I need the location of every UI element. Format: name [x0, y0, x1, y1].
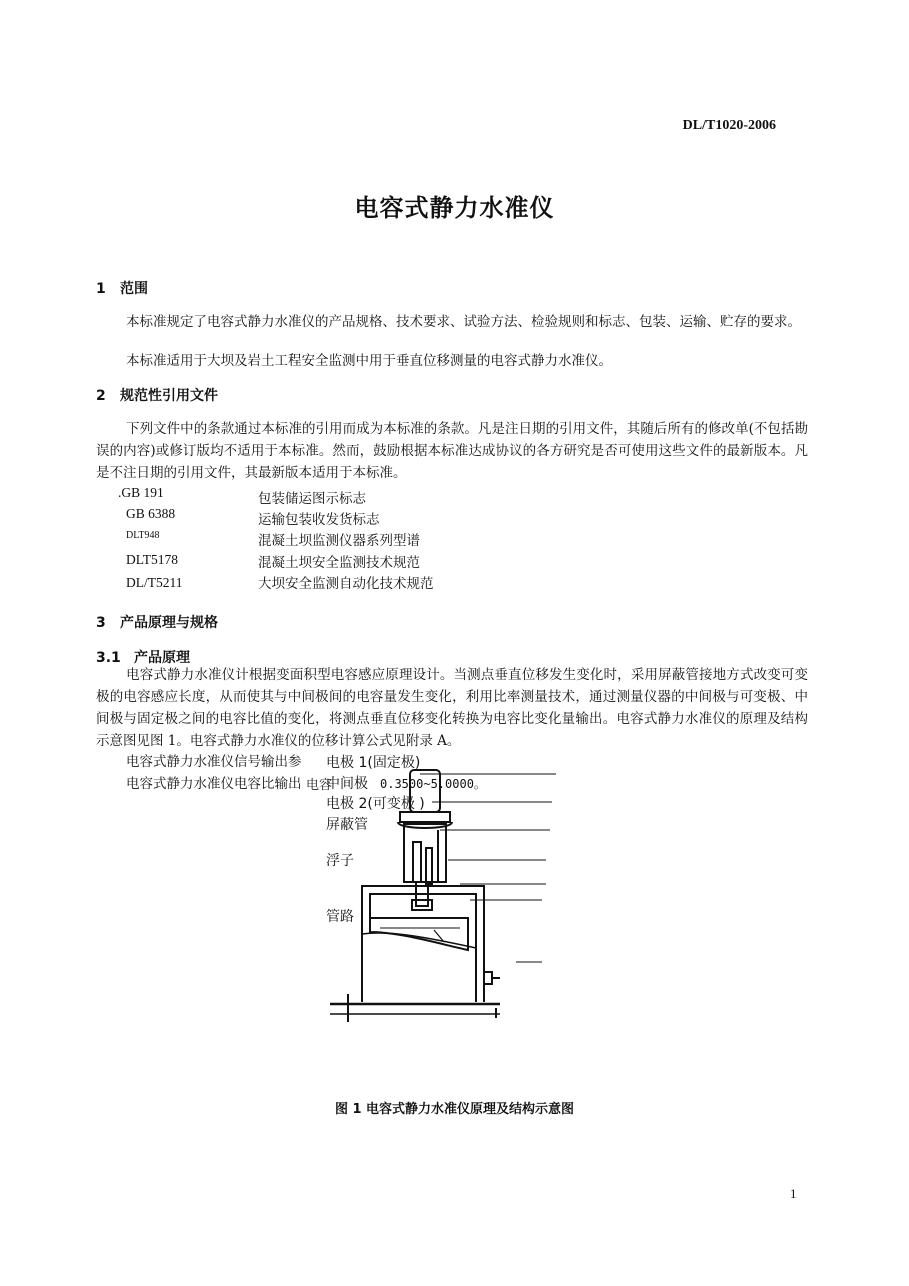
- section-title: 产品原理: [134, 650, 190, 666]
- reference-title: 大坝安全监测自动化技术规范: [258, 576, 434, 592]
- reference-title: 包装储运图示标志: [258, 491, 366, 507]
- section-title: 产品原理与规格: [120, 615, 218, 631]
- document-title: 电容式静力水准仪: [354, 194, 555, 222]
- scope-text-1: 本标准规定了电容式静力水准仪的产品规格、技术要求、试验方法、检验规则和标志、包装、运输、贮存的要求。: [126, 314, 801, 330]
- scope-paragraph-2: [96, 350, 808, 372]
- section-title: 范围: [120, 281, 148, 297]
- principle-paragraph-2: [96, 751, 302, 773]
- reference-code: GB 6388: [126, 506, 176, 521]
- overlay-fragment: 电容: [306, 778, 333, 793]
- overlay-output-range: 0.3500~5.0000。: [380, 777, 486, 791]
- references-intro-text: 下列文件中的条款通过本标准的引用而成为本标准的条款。凡是注日期的引用文件，其随后所有的修改单(不包括勘误的内容)或修订版均不适用于本标准。然而，鼓励根据本标准达成协议的各方研究是否可使用这些文件的最新版本。凡是不注日期的引用文件，其最新版本适用于本标准。: [96, 421, 808, 481]
- section-number: 1: [96, 281, 106, 297]
- standard-id: DL/T1020-2006: [682, 118, 776, 133]
- label-middle-electrode: 中间极: [326, 776, 368, 792]
- reference-title: 运输包装收发货标志: [258, 512, 380, 528]
- principle-paragraph-3: [96, 773, 302, 795]
- label-shield-tube: 屏蔽管: [326, 817, 368, 833]
- principle-text-2: 电容式静力水准仪信号输出参: [126, 754, 302, 770]
- label-pipeline: 管路: [326, 909, 354, 925]
- section-title: 规范性引用文件: [120, 388, 218, 404]
- label-float: 浮子: [326, 853, 354, 869]
- scope-paragraph-1: [96, 311, 808, 333]
- reference-code: DLT5178: [126, 552, 179, 567]
- reference-title: 混凝土坝安全监测技术规范: [258, 555, 420, 571]
- section-2-heading: [96, 385, 218, 405]
- references-intro: [96, 418, 808, 484]
- principle-paragraph-1: [96, 664, 808, 752]
- section-3-heading: [96, 612, 218, 632]
- section-number: 3.1: [96, 650, 121, 666]
- reference-title: 混凝土坝监测仪器系列型谱: [258, 533, 420, 549]
- reference-code: .GB 191: [118, 485, 164, 500]
- section-1-heading: [96, 278, 148, 298]
- reference-code: DL/T5211: [126, 575, 183, 590]
- scope-text-2: 本标准适用于大坝及岩土工程安全监测中用于垂直位移测量的电容式静力水准仪。: [126, 353, 612, 369]
- label-variable-electrode: 电极 2(可变极 ): [326, 796, 425, 812]
- section-number: 2: [96, 388, 106, 404]
- label-fixed-electrode: 电极 1(固定极): [326, 755, 421, 771]
- principle-text-3: 电容式静力水准仪电容比输出: [126, 776, 302, 792]
- page-number: 1: [790, 1186, 797, 1201]
- section-number: 3: [96, 615, 106, 631]
- figure-caption: 图 1 电容式静力水准仪原理及结构示意图: [334, 1102, 575, 1117]
- principle-text-1: 电容式静力水准仪计根据变面积型电容感应原理设计。当测点垂直位移发生变化时，采用屏蔽管接地方式改变可变极的电容感应长度，从而使其与中间极间的电容量发生变化，利用比率测量技术，通过测量仪器的中间极与可变极、中间极与固定极之间的电容比值的变化，将测点垂直位移变化转换为电容比变化量输出。电容式静力水准仪的原理及结构示意图见图 1。电容式静力水准仪的位移计算公式见附录 A。: [96, 667, 808, 749]
- reference-code: DLT948: [126, 530, 160, 541]
